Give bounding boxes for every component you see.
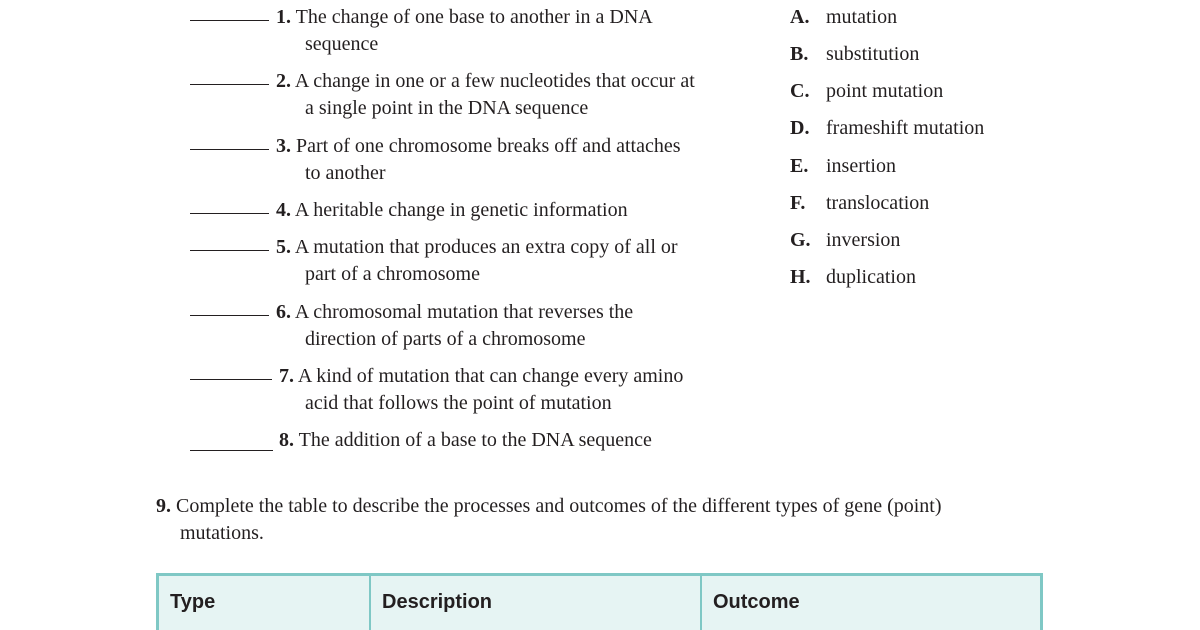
question-number: 9. xyxy=(156,495,171,517)
question-line-2: part of a chromosome xyxy=(305,263,480,285)
answer-blank-1[interactable] xyxy=(190,20,269,21)
mutation-table xyxy=(156,573,1043,630)
question-line-1: A heritable change in genetic information xyxy=(294,199,628,221)
table-header-outcome: Outcome xyxy=(700,576,1040,630)
question-line-1: A change in one or a few nucleotides that occur at xyxy=(294,70,695,92)
choice-c: C. point mutation xyxy=(790,80,944,102)
question-line-2: acid that follows the point of mutation xyxy=(305,392,612,414)
question-number: 4. xyxy=(276,199,291,221)
question-line-1: The addition of a base to the DNA sequence xyxy=(298,429,652,451)
answer-blank-4[interactable] xyxy=(190,213,269,214)
choice-a: A. mutation xyxy=(790,6,898,28)
question-line-2: sequence xyxy=(305,33,379,55)
answer-blank-8[interactable] xyxy=(190,450,273,451)
question-text xyxy=(276,234,756,288)
question-line-1: Part of one chromosome breaks off and attaches xyxy=(296,135,681,157)
question-9 xyxy=(156,493,1056,547)
question-text xyxy=(279,363,759,417)
question-line-2: to another xyxy=(305,162,386,184)
choice-g: G. inversion xyxy=(790,229,901,251)
question-text xyxy=(276,4,756,58)
question-line-1: A chromosomal mutation that reverses the xyxy=(294,301,634,323)
choice-f: F. translocation xyxy=(790,192,930,214)
question-number: 2. xyxy=(276,70,291,92)
answer-blank-5[interactable] xyxy=(190,250,269,251)
question-line-2: a single point in the DNA sequence xyxy=(305,97,589,119)
question-text xyxy=(279,427,759,454)
choice-d: D. frameshift mutation xyxy=(790,117,985,139)
table-header-description: Description xyxy=(369,576,700,630)
choice-b: B. substitution xyxy=(790,43,920,65)
answer-blank-2[interactable] xyxy=(190,84,269,85)
question-number: 8. xyxy=(279,429,294,451)
question-number: 3. xyxy=(276,135,291,157)
table-header-type: Type xyxy=(170,591,216,613)
question-line-2: direction of parts of a chromosome xyxy=(305,328,586,350)
answer-blank-3[interactable] xyxy=(190,149,269,150)
question-line-1: A kind of mutation that can change every amino xyxy=(297,365,684,387)
question-number: 1. xyxy=(276,6,291,28)
question-number: 5. xyxy=(276,236,291,258)
answer-blank-6[interactable] xyxy=(190,315,269,316)
question-line-2: mutations. xyxy=(180,522,264,544)
question-number: 6. xyxy=(276,301,291,323)
question-line-1: Complete the table to describe the processes and outcomes of the different types of gene (point) xyxy=(176,495,942,517)
question-text xyxy=(276,133,756,187)
choice-h: H. duplication xyxy=(790,266,916,288)
choice-e: E. insertion xyxy=(790,155,896,177)
question-text xyxy=(276,197,756,224)
question-text xyxy=(276,68,756,122)
question-text xyxy=(276,299,756,353)
question-number: 7. xyxy=(279,365,294,387)
question-line-1: The change of one base to another in a DNA xyxy=(295,6,653,28)
question-line-1: A mutation that produces an extra copy of all or xyxy=(294,236,678,258)
answer-blank-7[interactable] xyxy=(190,379,272,380)
